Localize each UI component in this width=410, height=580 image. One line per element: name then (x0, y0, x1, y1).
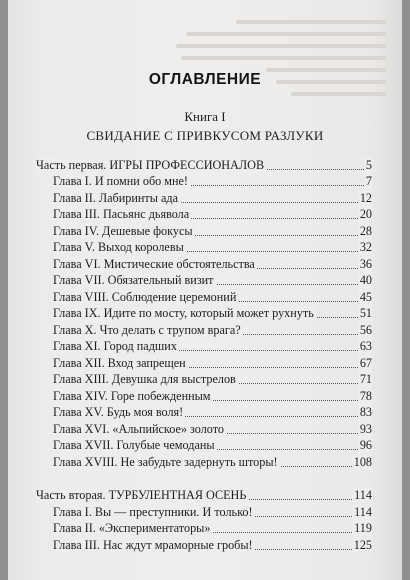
page-number: 12 (359, 190, 372, 205)
toc-chapter (8, 305, 402, 321)
chapter-title: Глава II. Лабиринты ада (53, 190, 178, 205)
page-number: 7 (365, 174, 372, 188)
toc-chapter (8, 190, 402, 206)
page-number: 67 (359, 355, 372, 370)
page-number: 119 (354, 521, 372, 535)
toc-chapter (8, 256, 402, 272)
toc-part-1 (8, 157, 402, 173)
page-number: 20 (359, 207, 372, 221)
toc-chapter (8, 206, 402, 222)
toc-chapter (8, 239, 402, 255)
part-title: Часть первая. ИГРЫ ПРОФЕССИОНАЛОВ (36, 158, 265, 172)
page-number: 125 (353, 537, 372, 552)
toc-chapter (8, 404, 402, 420)
toc-chapter (8, 371, 402, 387)
chapter-title: Глава III. Нас ждут мраморные гробы! (53, 537, 253, 552)
toc-chapter (8, 520, 402, 536)
chapter-title: Глава X. Что делать с трупом врага? (53, 322, 241, 337)
chapter-title: Глава VI. Мистические обстоятельства (53, 256, 255, 271)
page-number: 83 (359, 405, 372, 419)
chapter-title: Глава VII. Обязательный визит (53, 273, 214, 287)
chapter-title: Глава VIII. Соблюдение церемоний (53, 289, 237, 304)
page-number: 32 (359, 240, 372, 254)
chapter-title: Глава XII. Вход запрещен (53, 355, 186, 370)
toc-part-2 (8, 487, 402, 503)
toc-chapter (8, 223, 402, 239)
toc-chapter (8, 537, 402, 553)
page-number: 96 (359, 438, 372, 452)
chapter-title: Глава XV. Будь моя воля! (53, 405, 184, 419)
book-label: Книга I (184, 109, 226, 124)
chapter-title: Глава I. Вы — преступники. И только! (53, 504, 253, 519)
chapter-title: Глава IX. Идите по мосту, который может рухнуть (53, 306, 314, 320)
page-number: 63 (359, 339, 372, 353)
toc-chapter (8, 355, 402, 371)
toc-chapter (8, 421, 402, 437)
toc-chapter (8, 289, 402, 305)
page-number: 56 (359, 322, 372, 337)
page-number: 114 (354, 488, 372, 502)
page-number: 45 (359, 289, 372, 304)
toc-chapter (8, 272, 402, 288)
chapter-title: Глава III. Пасьянс дьявола (53, 207, 190, 221)
page-number: 71 (359, 372, 372, 386)
chapter-title: Глава XI. Город падших (53, 339, 177, 353)
toc-chapter (8, 504, 402, 520)
chapter-title: Глава I. И помни обо мне! (53, 174, 188, 188)
toc-heading: ОГЛАВЛЕНИЕ (148, 71, 262, 88)
chapter-title: Глава V. Выход королевы (53, 240, 184, 254)
page-number: 114 (354, 504, 372, 519)
page-number: 5 (365, 158, 372, 172)
chapter-title: Глава XIII. Девушка для выстрелов (53, 372, 236, 386)
page-number: 93 (359, 421, 372, 436)
chapter-title: Глава XVIII. Не забудьте задернуть шторы! (53, 454, 278, 469)
book-page (8, 0, 402, 580)
page-number: 78 (359, 388, 372, 403)
page-number: 40 (359, 273, 372, 287)
chapter-title: Глава II. «Экспериментаторы» (53, 521, 211, 535)
toc-chapter (8, 454, 402, 470)
toc-chapter (8, 173, 402, 189)
toc-chapter (8, 388, 402, 404)
chapter-title: Глава IV. Дешевые фокусы (53, 223, 193, 238)
page-number: 36 (359, 256, 372, 271)
book-title: СВИДАНИЕ С ПРИВКУСОМ РАЗЛУКИ (86, 128, 324, 143)
chapter-title: Глава XVII. Голубые чемоданы (53, 438, 215, 452)
page-number: 28 (359, 223, 372, 238)
toc-chapter (8, 338, 402, 354)
page-number: 108 (353, 454, 372, 469)
toc-chapter (8, 437, 402, 453)
part-title: Часть вторая. ТУРБУЛЕНТНАЯ ОСЕНЬ (36, 488, 247, 502)
chapter-title: Глава XVI. «Альпийское» золото (53, 421, 224, 436)
page-number: 51 (359, 306, 372, 320)
chapter-title: Глава XIV. Горе побежденным (53, 388, 211, 403)
toc-chapter (8, 322, 402, 338)
